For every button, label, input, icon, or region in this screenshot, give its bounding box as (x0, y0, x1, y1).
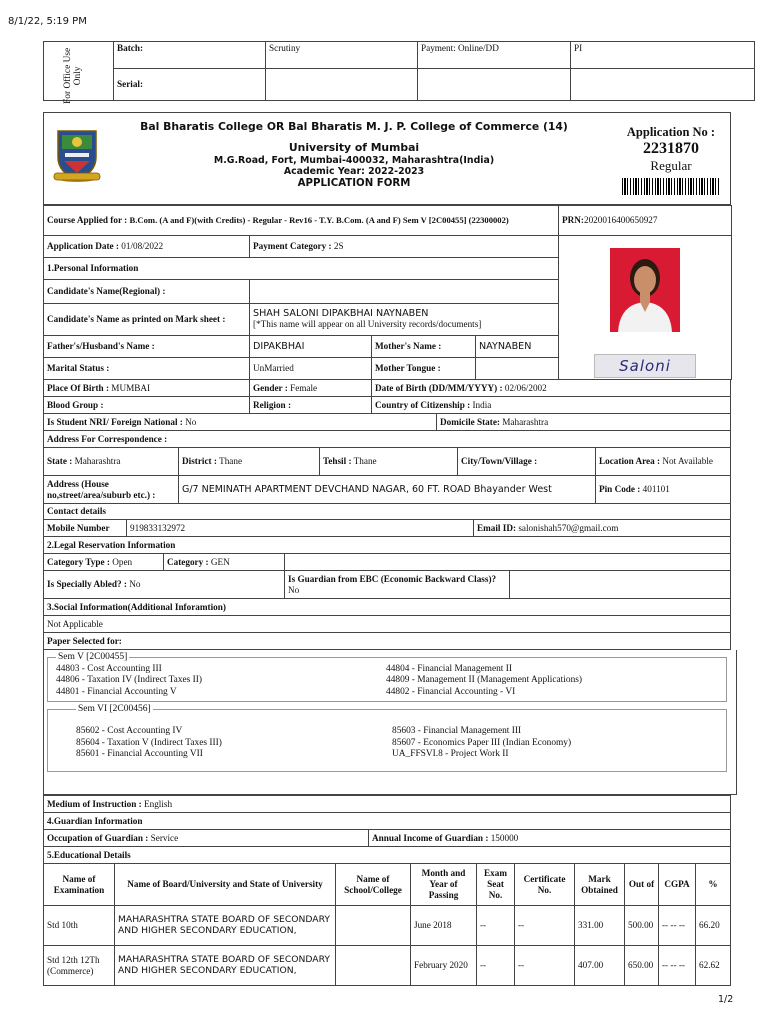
pin-code-cell: Pin Code : 401101 (596, 476, 731, 504)
candidate-photo (610, 248, 680, 332)
office-use-side-label: For Office Use Only (63, 47, 83, 104)
table-row (44, 946, 731, 986)
table-cell: 407.00 (575, 946, 625, 986)
sem6-paper-list (76, 726, 718, 760)
papers-panel (43, 650, 737, 795)
citizenship-cell: Country of Citizenship : India (372, 397, 731, 414)
form-header (43, 112, 731, 205)
name-marksheet-value: SHAH SALONI DIPAKBHAI NAYNABEN (253, 308, 429, 319)
application-no: 2231870 (643, 140, 699, 157)
table-cell: 66.20 (696, 906, 731, 946)
prn-value: 2020016400650927 (583, 215, 658, 226)
sem5-paper-list (56, 664, 718, 698)
col-header: Name of School/College (336, 864, 411, 906)
paper-item: 44806 - Taxation IV (Indirect Taxes II) (56, 675, 203, 686)
name-marksheet-note: [*This name will appear on all University records/documents] (253, 319, 482, 330)
page-number: 1/2 (718, 994, 734, 1005)
marital-status-value: UnMarried (250, 357, 372, 379)
tehsil-cell: Tehsil : Thane (320, 448, 458, 476)
section-guardian-info: 4.Guardian Information (44, 813, 731, 830)
guardian-occupation-cell: Occupation of Guardian : Service (44, 830, 369, 847)
house-address-value: G/7 NEMINATH APARTMENT DEVCHAND NAGAR, 60 FT. ROAD Bhayander West (179, 476, 596, 504)
sem6-papers-group (47, 704, 727, 771)
social-info-value: Not Applicable (44, 616, 731, 633)
paper-item: 85601 - Financial Accounting VII (76, 749, 203, 760)
section-personal-info: 1.Personal Information (44, 258, 559, 280)
pi-label: PI (571, 42, 755, 69)
education-table (43, 863, 731, 986)
university-address: M.G.Road, Fort, Mumbai-400032, Maharashtra(India) (213, 155, 495, 166)
sem6-legend: Sem VI [2C00456] (78, 704, 151, 715)
category-type-cell: Category Type : Open (44, 554, 164, 571)
name-regional-value (250, 280, 559, 303)
table-cell: -- (515, 906, 575, 946)
paper-item: 85602 - Cost Accounting IV (76, 726, 183, 737)
table-row (44, 906, 731, 946)
marital-status-label: Marital Status : (44, 357, 250, 379)
section-educational-details: 5.Educational Details (44, 847, 731, 864)
table-cell: -- -- -- (659, 946, 696, 986)
name-marksheet-cell (250, 303, 559, 335)
payment-mode-label: Payment: Online/DD (418, 42, 571, 69)
mother-name-value: NAYNABEN (476, 335, 559, 357)
college-name: Bal Bharatis College OR Bal Bharatis M. J. P. College of Commerce (14) (140, 120, 568, 133)
paper-item: 85607 - Economics Paper III (Indian Economy) (392, 737, 572, 748)
mobile-value: 919833132972 (127, 520, 474, 537)
father-name-label: Father's/Husband's Name : (44, 335, 250, 357)
col-header: Out of (625, 864, 659, 906)
academic-year: Academic Year: 2022-2023 (283, 166, 425, 177)
father-name-value: DIPAKBHAI (250, 335, 372, 357)
paper-item: 44809 - Management II (Management Applications) (386, 675, 583, 686)
application-barcode (622, 178, 720, 195)
table-cell (336, 946, 411, 986)
table-cell: June 2018 (411, 906, 477, 946)
col-header: Certificate No. (515, 864, 575, 906)
dob-cell: Date of Birth (DD/MM/YYYY) : 02/06/2002 (372, 380, 731, 397)
course-applied-cell: Course Applied for : B.Com. (A and F)(with Credits) - Regular - Rev16 - T.Y. B.Com. (A and F) Sem V [2C00455] (22300002) (44, 206, 559, 236)
candidate-signature: Saloni (594, 354, 696, 378)
table-cell: 500.00 (625, 906, 659, 946)
col-header: % (696, 864, 731, 906)
print-datetime: 8/1/22, 5:19 PM (8, 16, 87, 27)
house-address-label: Address (House no,street/area/suburb etc.) : (44, 476, 179, 504)
email-cell: Email ID: salonishah570@gmail.com (474, 520, 731, 537)
table-cell: MAHARASHTRA STATE BOARD OF SECONDARY AND HIGHER SECONDARY EDUCATION, (115, 906, 336, 946)
batch-label: Batch: (114, 42, 266, 69)
blood-group-cell: Blood Group : (44, 397, 250, 414)
section-papers: Paper Selected for: (44, 633, 731, 650)
photo-signature-cell (559, 236, 732, 380)
application-no-label: Application No : (626, 125, 716, 139)
serial-label: Serial: (114, 69, 266, 101)
place-of-birth-cell: Place Of Birth : MUMBAI (44, 380, 250, 397)
col-header: CGPA (659, 864, 696, 906)
state-cell: State : Maharashtra (44, 448, 179, 476)
col-header: Exam Seat No. (477, 864, 515, 906)
table-cell: Std 12th 12Th (Commerce) (44, 946, 115, 986)
table-cell (336, 906, 411, 946)
medium-of-instruction-cell: Medium of Instruction : English (44, 796, 731, 813)
paper-item: 85603 - Financial Management III (392, 726, 522, 737)
table-cell: MAHARASHTRA STATE BOARD OF SECONDARY AND HIGHER SECONDARY EDUCATION, (115, 946, 336, 986)
paper-item: 85604 - Taxation V (Indirect Taxes III) (76, 737, 222, 748)
ebc-cell: Is Guardian from EBC (Economic Backward Class)? No (285, 571, 510, 599)
col-header: Name of Examination (44, 864, 115, 906)
col-header: Month and Year of Passing (411, 864, 477, 906)
section-contact: Contact details (44, 504, 731, 520)
education-header-row (44, 864, 731, 906)
mother-tongue-value (476, 357, 559, 379)
main-form (43, 205, 731, 986)
payment-category-cell: Payment Category : 2S (250, 236, 559, 258)
gender-cell: Gender : Female (250, 380, 372, 397)
table-cell: February 2020 (411, 946, 477, 986)
table-cell: -- -- -- (659, 906, 696, 946)
application-type: Regular (650, 158, 692, 173)
paper-item: 44802 - Financial Accounting - VI (386, 686, 516, 697)
religion-cell: Religion : (250, 397, 372, 414)
section-address: Address For Correspondence : (44, 431, 731, 448)
sem5-papers-group (47, 652, 727, 702)
section-legal-reservation: 2.Legal Reservation Information (44, 537, 731, 554)
form-title: APPLICATION FORM (297, 178, 411, 189)
table-cell: Std 10th (44, 906, 115, 946)
table-cell: -- (515, 946, 575, 986)
nri-cell: Is Student NRI/ Foreign National : No (44, 414, 437, 431)
guardian-income-cell: Annual Income of Guardian : 150000 (369, 830, 731, 847)
location-area-cell: Location Area : Not Available (596, 448, 731, 476)
sem5-legend: Sem V [2C00455] (58, 652, 128, 662)
paper-item: 44803 - Cost Accounting III (56, 664, 162, 674)
table-cell: 650.00 (625, 946, 659, 986)
paper-item: 44804 - Financial Management II (386, 664, 513, 674)
col-header: Mark Obtained (575, 864, 625, 906)
section-social-info: 3.Social Information(Additional Inforamtion) (44, 599, 731, 616)
mobile-label: Mobile Number (44, 520, 127, 537)
specially-abled-cell: Is Specially Abled? : No (44, 571, 285, 599)
domicile-cell: Domicile State: Maharashtra (437, 414, 731, 431)
scrutiny-label: Scrutiny (266, 42, 418, 69)
mother-name-label: Mother's Name : (372, 335, 476, 357)
table-cell: -- (477, 946, 515, 986)
district-cell: District : Thane (179, 448, 320, 476)
name-marksheet-label: Candidate's Name as printed on Mark sheet : (44, 303, 250, 335)
office-use-box (43, 41, 755, 104)
col-header: Name of Board/University and State of University (115, 864, 336, 906)
paper-item: UA_FFSVI.8 - Project Work II (392, 749, 509, 760)
category-cell: Category : GEN (164, 554, 285, 571)
table-cell: 331.00 (575, 906, 625, 946)
table-cell: 62.62 (696, 946, 731, 986)
paper-item: 44801 - Financial Accounting V (56, 686, 177, 697)
city-cell: City/Town/Village : (458, 448, 596, 476)
office-use-side-label-cell (44, 42, 114, 104)
university-logo (52, 127, 102, 183)
prn-cell: PRN:2020016400650927 (559, 206, 732, 236)
name-regional-label: Candidate's Name(Regional) : (44, 280, 250, 303)
university-name: University of Mumbai (288, 141, 420, 154)
application-date-cell: Application Date : 01/08/2022 (44, 236, 250, 258)
course-applied-value: B.Com. (A and F)(with Credits) - Regular - Rev16 - T.Y. B.Com. (A and F) Sem V [2C00455] (22300002) (129, 215, 509, 226)
table-cell: -- (477, 906, 515, 946)
mother-tongue-label: Mother Tongue : (372, 357, 476, 379)
